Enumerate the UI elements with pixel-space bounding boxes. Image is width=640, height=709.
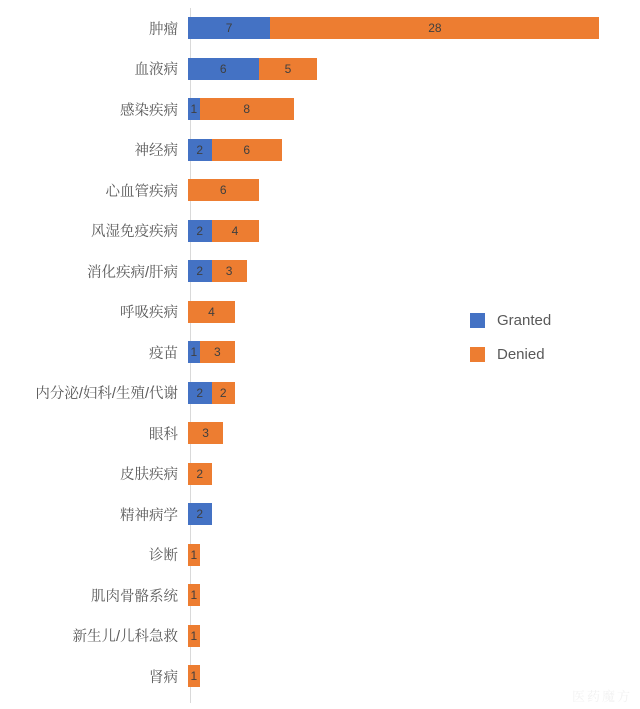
bar-segments (188, 616, 640, 657)
bar-value-label: 2 (196, 385, 204, 400)
bar-row (0, 251, 640, 292)
bar-segments (188, 130, 640, 171)
bar-value-label: 1 (190, 628, 198, 643)
chart-legend (470, 303, 620, 371)
bar-segments (188, 251, 640, 292)
bar-segment-granted[interactable] (188, 139, 212, 161)
bar-segment-granted[interactable] (188, 382, 212, 404)
bar-segment-denied[interactable] (188, 665, 200, 687)
bar-segment-granted[interactable] (188, 17, 270, 39)
bar-segment-denied[interactable] (212, 260, 247, 282)
category-label: 肿瘤 (149, 21, 178, 38)
bar-segment-denied[interactable] (188, 422, 223, 444)
bar-value-label: 6 (219, 61, 227, 76)
bar-value-label: 3 (202, 426, 209, 441)
bar-segment-denied[interactable] (188, 625, 200, 647)
bar-segments (188, 575, 640, 616)
bar-row (0, 575, 640, 616)
bar-segments (188, 49, 640, 90)
bar-segments (188, 211, 640, 252)
category-label: 血液病 (134, 62, 178, 79)
category-label: 诊断 (149, 548, 178, 565)
bar-segments (188, 454, 640, 495)
category-label: 消化疾病/肝病 (86, 264, 178, 281)
category-label: 呼吸疾病 (120, 305, 178, 322)
bar-segment-denied[interactable] (188, 179, 259, 201)
bar-value-label: 4 (231, 223, 239, 238)
bar-value-label: 5 (284, 61, 292, 76)
bar-row (0, 494, 640, 535)
legend-item-denied[interactable] (470, 337, 620, 371)
bar-value-label: 1 (190, 102, 198, 117)
bar-segment-denied[interactable] (188, 544, 200, 566)
bar-row (0, 8, 640, 49)
legend-swatch-granted (470, 313, 485, 328)
category-label: 肾病 (149, 669, 178, 686)
bar-value-label: 3 (214, 345, 221, 360)
category-label: 疫苗 (149, 345, 178, 362)
bar-value-label: 1 (190, 345, 198, 360)
bar-value-label: 1 (190, 669, 198, 684)
category-label: 眼科 (149, 426, 178, 443)
bar-segment-granted[interactable] (188, 220, 212, 242)
category-label: 感染疾病 (120, 102, 178, 119)
bar-row (0, 130, 640, 171)
bar-segment-denied[interactable] (188, 584, 200, 606)
bar-value-label: 2 (219, 385, 227, 400)
bar-segment-denied[interactable] (200, 341, 235, 363)
legend-label-granted: Granted (497, 311, 552, 329)
bar-segments (188, 8, 640, 49)
bar-segment-denied[interactable] (270, 17, 599, 39)
legend-item-granted[interactable] (470, 303, 620, 337)
bar-value-label: 3 (225, 264, 233, 279)
bar-row (0, 89, 640, 130)
legend-swatch-denied (470, 347, 485, 362)
bar-segment-granted[interactable] (188, 503, 212, 525)
bar-segment-granted[interactable] (188, 260, 212, 282)
bar-row (0, 616, 640, 657)
category-label: 心血管疾病 (105, 183, 178, 200)
bar-value-label: 2 (196, 142, 204, 157)
bar-value-label: 2 (196, 264, 204, 279)
bar-segments (188, 373, 640, 414)
bar-value-label: 7 (225, 21, 233, 36)
bar-row (0, 535, 640, 576)
category-label: 风湿免疫疾病 (91, 224, 178, 241)
bar-value-label: 2 (196, 223, 204, 238)
bar-segment-denied[interactable] (188, 301, 235, 323)
bar-segment-denied[interactable] (259, 58, 318, 80)
category-label: 新生儿/儿科急救 (72, 629, 178, 646)
category-label: 神经病 (134, 143, 178, 160)
watermark: 医药魔方 (571, 689, 632, 704)
bar-segment-denied[interactable] (212, 382, 236, 404)
bar-row (0, 373, 640, 414)
bar-segments (188, 494, 640, 535)
bar-segment-granted[interactable] (188, 58, 259, 80)
bar-row (0, 413, 640, 454)
legend-label-denied: Denied (497, 345, 545, 363)
bar-segments (188, 170, 640, 211)
bar-segment-granted[interactable] (188, 98, 200, 120)
bar-row (0, 656, 640, 697)
bar-value-label: 1 (190, 547, 198, 562)
bar-segment-denied[interactable] (212, 220, 259, 242)
bar-segments (188, 535, 640, 576)
bar-row (0, 170, 640, 211)
bar-row (0, 211, 640, 252)
bar-segments (188, 89, 640, 130)
bar-row (0, 49, 640, 90)
bar-value-label: 28 (428, 21, 442, 36)
bar-segment-denied[interactable] (200, 98, 294, 120)
category-label: 肌肉骨骼系统 (91, 588, 178, 605)
bar-segments (188, 413, 640, 454)
bar-segment-denied[interactable] (212, 139, 283, 161)
bar-row (0, 454, 640, 495)
category-label: 内分泌/妇科/生殖/代谢 (35, 386, 178, 403)
bar-value-label: 4 (208, 304, 215, 319)
category-label: 精神病学 (120, 507, 178, 524)
bar-value-label: 1 (190, 588, 198, 603)
bar-value-label: 2 (196, 466, 204, 481)
bar-value-label: 2 (196, 507, 204, 522)
bar-value-label: 6 (219, 183, 227, 198)
bar-segment-denied[interactable] (188, 463, 212, 485)
bar-value-label: 6 (243, 142, 251, 157)
bar-segment-granted[interactable] (188, 341, 200, 363)
bar-value-label: 8 (243, 102, 251, 117)
category-label: 皮肤疾病 (120, 467, 178, 484)
